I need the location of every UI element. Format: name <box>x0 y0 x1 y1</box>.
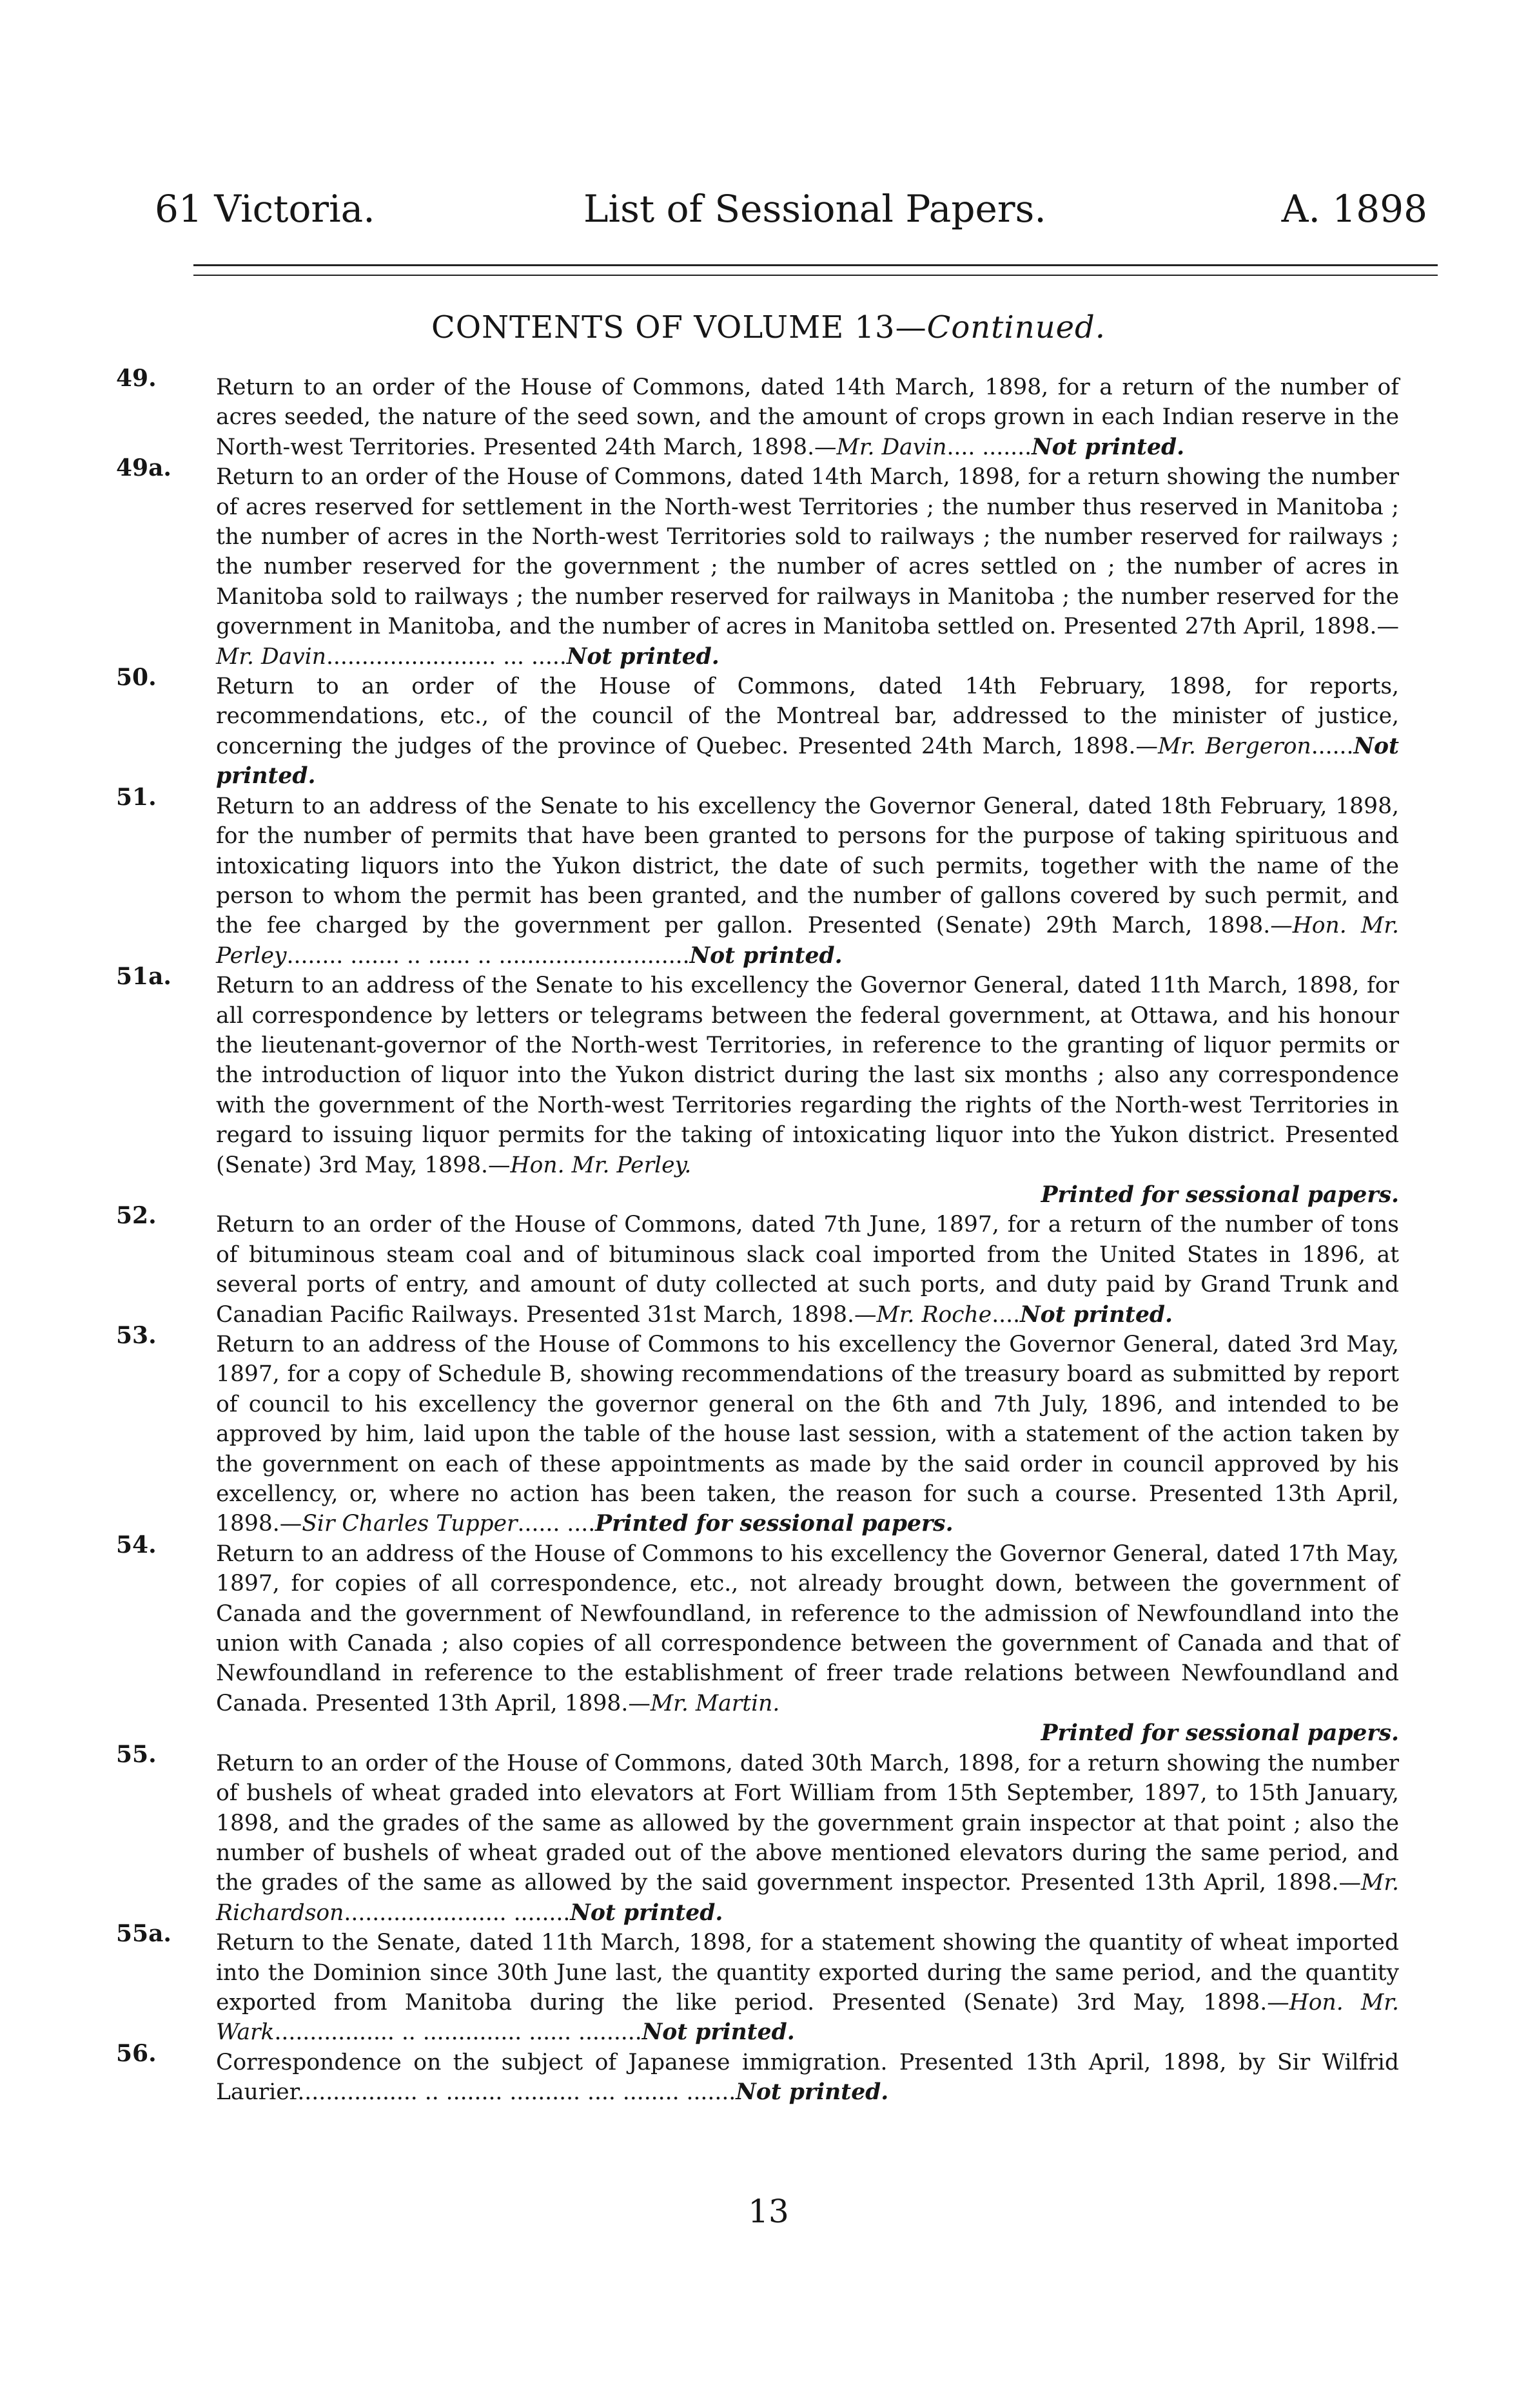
entry-leader: ....................... ........ <box>344 1899 571 1926</box>
entry-status: Not printed. <box>570 1899 723 1926</box>
contents-heading <box>0 309 1537 345</box>
entry-status: Not printed. <box>641 2019 795 2046</box>
entry-number: 51. <box>116 783 157 811</box>
entry-number: 54. <box>116 1531 157 1558</box>
entry-leader: .... <box>992 1301 1021 1328</box>
page-number: 13 <box>748 2193 789 2230</box>
entry-number: 55. <box>116 1740 157 1768</box>
entry-number: 50. <box>116 664 157 692</box>
entry-text: Return to an order of the House of Commons, dated 30th March, 1898, for a return showing the number of bushels of wheat graded into elevators at Fort William from 15th September, 1897, to 15th January, 1898, and the grades of the same as allowed by the government grain inspector at that point ; also the number of bushels of wheat graded out of the above mentioned elevators during the same period, and the grades of the same as allowed by the said government inspector. Presented 13th April, 1898.—Mr. Richardson....................... ........Not printed. <box>216 1750 1399 1926</box>
entry-mover: Mr. Martin. <box>650 1690 780 1716</box>
entry-50 <box>116 664 1399 791</box>
entry-text: Return to an order of the House of Commons, dated 14th February, 1898, for reports, recommendations, etc., of the council of the Montreal bar, addressed to the minister of justice, concerning the judges of the province of Quebec. Presented 24th March, 1898.—Mr. Bergeron......Not printed. <box>216 674 1399 790</box>
entry-text: Return to an address of the Senate to his excellency the Governor General, dated 18th February, 1898, for the number of permits that have been granted to persons for the purpose of taking spirituous and intoxicating liquors into the Yukon district, the date of such permits, together with the name of the person to whom the permit has been granted, and the number of gallons covered by such permit, and the fee charged by the government per gallon. Presented (Senate) 29th March, 1898.—Hon. Mr. Perley........ ....... .. ...... .. ...........................Not printed. <box>216 793 1399 969</box>
entry-mover: Mr. Bergeron <box>1157 733 1311 759</box>
entry-text: Correspondence on the subject of Japanese immigration. Presented 13th April, 1898, by Sir Wilfrid Laurier................. .. ........ .......... .... ........ .......Not printed. <box>216 2049 1399 2106</box>
entry-status: Not printed. <box>216 733 1399 790</box>
entry-list <box>116 365 1399 2108</box>
entry-49 <box>116 365 1399 462</box>
entry-status: Not printed. <box>1020 1301 1173 1328</box>
entry-55 <box>116 1740 1399 1928</box>
header-title: List of Sessional Papers. <box>583 187 1046 231</box>
entry-text: Return to an order of the House of Commons, dated 14th March, 1898, for a return showing the number of acres reserved for settlement in the North-west Territories ; the number thus reserved in Manitoba ; the number of acres in the North-west Territories sold to railways ; the number reserved for railways ; the number reserved for the government ; the number of acres settled on ; the number of acres in Manitoba sold to railways ; the number reserved for railways in Manitoba ; the number reserved for the government in Manitoba, and the number of acres in Manitoba settled on. Presented 27th April, 1898.—Mr. Davin........................ ... .....Not printed. <box>216 464 1399 670</box>
entry-status: Not printed. <box>1032 434 1185 460</box>
entry-printed-status: Printed for sessional papers. <box>1041 1720 1399 1747</box>
entry-printed-status: Printed for sessional papers. <box>1041 1181 1399 1208</box>
entry-text: Return to the Senate, dated 11th March, 1898, for a statement showing the quantity of wheat imported into the Dominion since 30th June last, the quantity exported during the same period, and the quantity exported from Manitoba during the like period. Presented (Senate) 3rd May, 1898.—Hon. Mr. Wark................. .. .............. ...... .........Not printed. <box>216 1930 1399 2046</box>
entry-mover: Mr. Davin <box>836 434 947 460</box>
entry-leader: ................. .. .............. ...... ......... <box>274 2019 642 2046</box>
entry-mover: Hon. Mr. Perley. <box>510 1152 692 1178</box>
entry-mover: Hon. Mr. Perley <box>216 913 1399 969</box>
entry-49a <box>116 454 1399 672</box>
entry-status: Printed for sessional papers. <box>595 1511 954 1537</box>
entry-text: Return to an order of the House of Commons, dated 7th June, 1897, for a return of the number of tons of bituminous steam coal and of bituminous slack coal imported from the United States in 1896, at several ports of entry, and amount of duty collected at such ports, and duty paid by Grand Trunk and Canadian Pacific Railways. Presented 31st March, 1898.—Mr. Roche....Not printed. <box>216 1212 1399 1328</box>
entry-52 <box>116 1202 1399 1330</box>
header-rule-thin <box>193 275 1438 276</box>
entry-number: 49a. <box>116 454 171 482</box>
entry-56 <box>116 2039 1399 2108</box>
entry-mover: Mr. Roche <box>876 1301 992 1328</box>
entry-number: 56. <box>116 2039 157 2067</box>
header-rule <box>193 264 1438 266</box>
entry-status: Not printed. <box>736 2079 889 2106</box>
entry-54 <box>116 1531 1399 1749</box>
contents-heading-main: CONTENTS OF VOLUME 13— <box>431 309 927 345</box>
entry-leader: ...... .... <box>517 1511 596 1537</box>
entry-55a <box>116 1920 1399 2048</box>
entry-mover: Mr. Richardson <box>216 1870 1399 1926</box>
entry-leader: .... ....... <box>946 434 1032 460</box>
header-year: A. 1898 <box>1281 187 1427 231</box>
entry-number: 52. <box>116 1202 157 1230</box>
entry-leader: ........ ....... .. ...... .. ........................... <box>286 942 690 969</box>
entry-53 <box>116 1322 1399 1539</box>
entry-status: Not printed. <box>566 643 720 670</box>
entry-number: 53. <box>116 1322 157 1349</box>
entry-mover: Hon. Mr. Wark <box>216 1989 1399 2046</box>
entry-number: 51a. <box>116 963 171 991</box>
header-regnal-year: 61 Victoria. <box>155 187 375 231</box>
entry-leader: ................. .. ........ .......... .... ........ ....... <box>297 2079 736 2106</box>
entry-number: 55a. <box>116 1920 171 1948</box>
contents-heading-continued: Continued. <box>926 309 1106 345</box>
entry-mover: Sir Charles Tupper <box>302 1511 518 1537</box>
entry-text: Return to an address of the House of Commons to his excellency the Governor General, dated 3rd May, 1897, for a copy of Schedule B, showing recommendations of the treasury board as submitted by report of council to his excellency the governor general on the 6th and 7th July, 1896, and intended to be approved by him, laid upon the table of the house last session, with a statement of the action taken by the government on each of these appointments as made by the said order in council approved by his excellency, or, where no action has been taken, the reason for such a course. Presented 13th April, 1898.—Sir Charles Tupper...... ....Printed for sessional papers. <box>216 1332 1399 1537</box>
entry-number: 49. <box>116 365 157 392</box>
entry-status: Not printed. <box>689 942 843 969</box>
entry-text: Return to an address of the House of Commons to his excellency the Governor General, dated 17th May, 1897, for copies of all correspondence, etc., not already brought down, between the government of Canada and the government of Newfoundland, in reference to the admission of Newfoundland into the union with Canada ; also copies of all correspondence between the government of Canada and that of Newfoundland in reference to the establishment of freer trade relations between Newfoundland and Canada. Presented 13th April, 1898.—Mr. Martin. <box>216 1540 1399 1716</box>
entry-mover: Mr. Davin <box>216 643 326 670</box>
entry-51a <box>116 963 1399 1210</box>
entry-51 <box>116 783 1399 971</box>
entry-leader: ........................ ... ..... <box>326 643 567 670</box>
entry-leader: ...... <box>1311 733 1354 759</box>
entry-text: Return to an order of the House of Commons, dated 14th March, 1898, for a return of the number of acres seeded, the nature of the seed sown, and the amount of crops grown in each Indian reserve in the North-west Territories. Presented 24th March, 1898.—Mr. Davin.... .......Not printed. <box>216 374 1399 460</box>
entry-text: Return to an address of the Senate to his excellency the Governor General, dated 11th March, 1898, for all correspondence by letters or telegrams between the federal government, at Ottawa, and his honour the lieutenant-governor of the North-west Territories, in reference to the granting of liquor permits or the introduction of liquor into the Yukon district during the last six months ; also any correspondence with the government of the North-west Territories regarding the rights of the North-west Territories in regard to issuing liquor permits for the taking of intoxicating liquor into the Yukon district. Presented (Senate) 3rd May, 1898.—Hon. Mr. Perley. <box>216 973 1399 1178</box>
